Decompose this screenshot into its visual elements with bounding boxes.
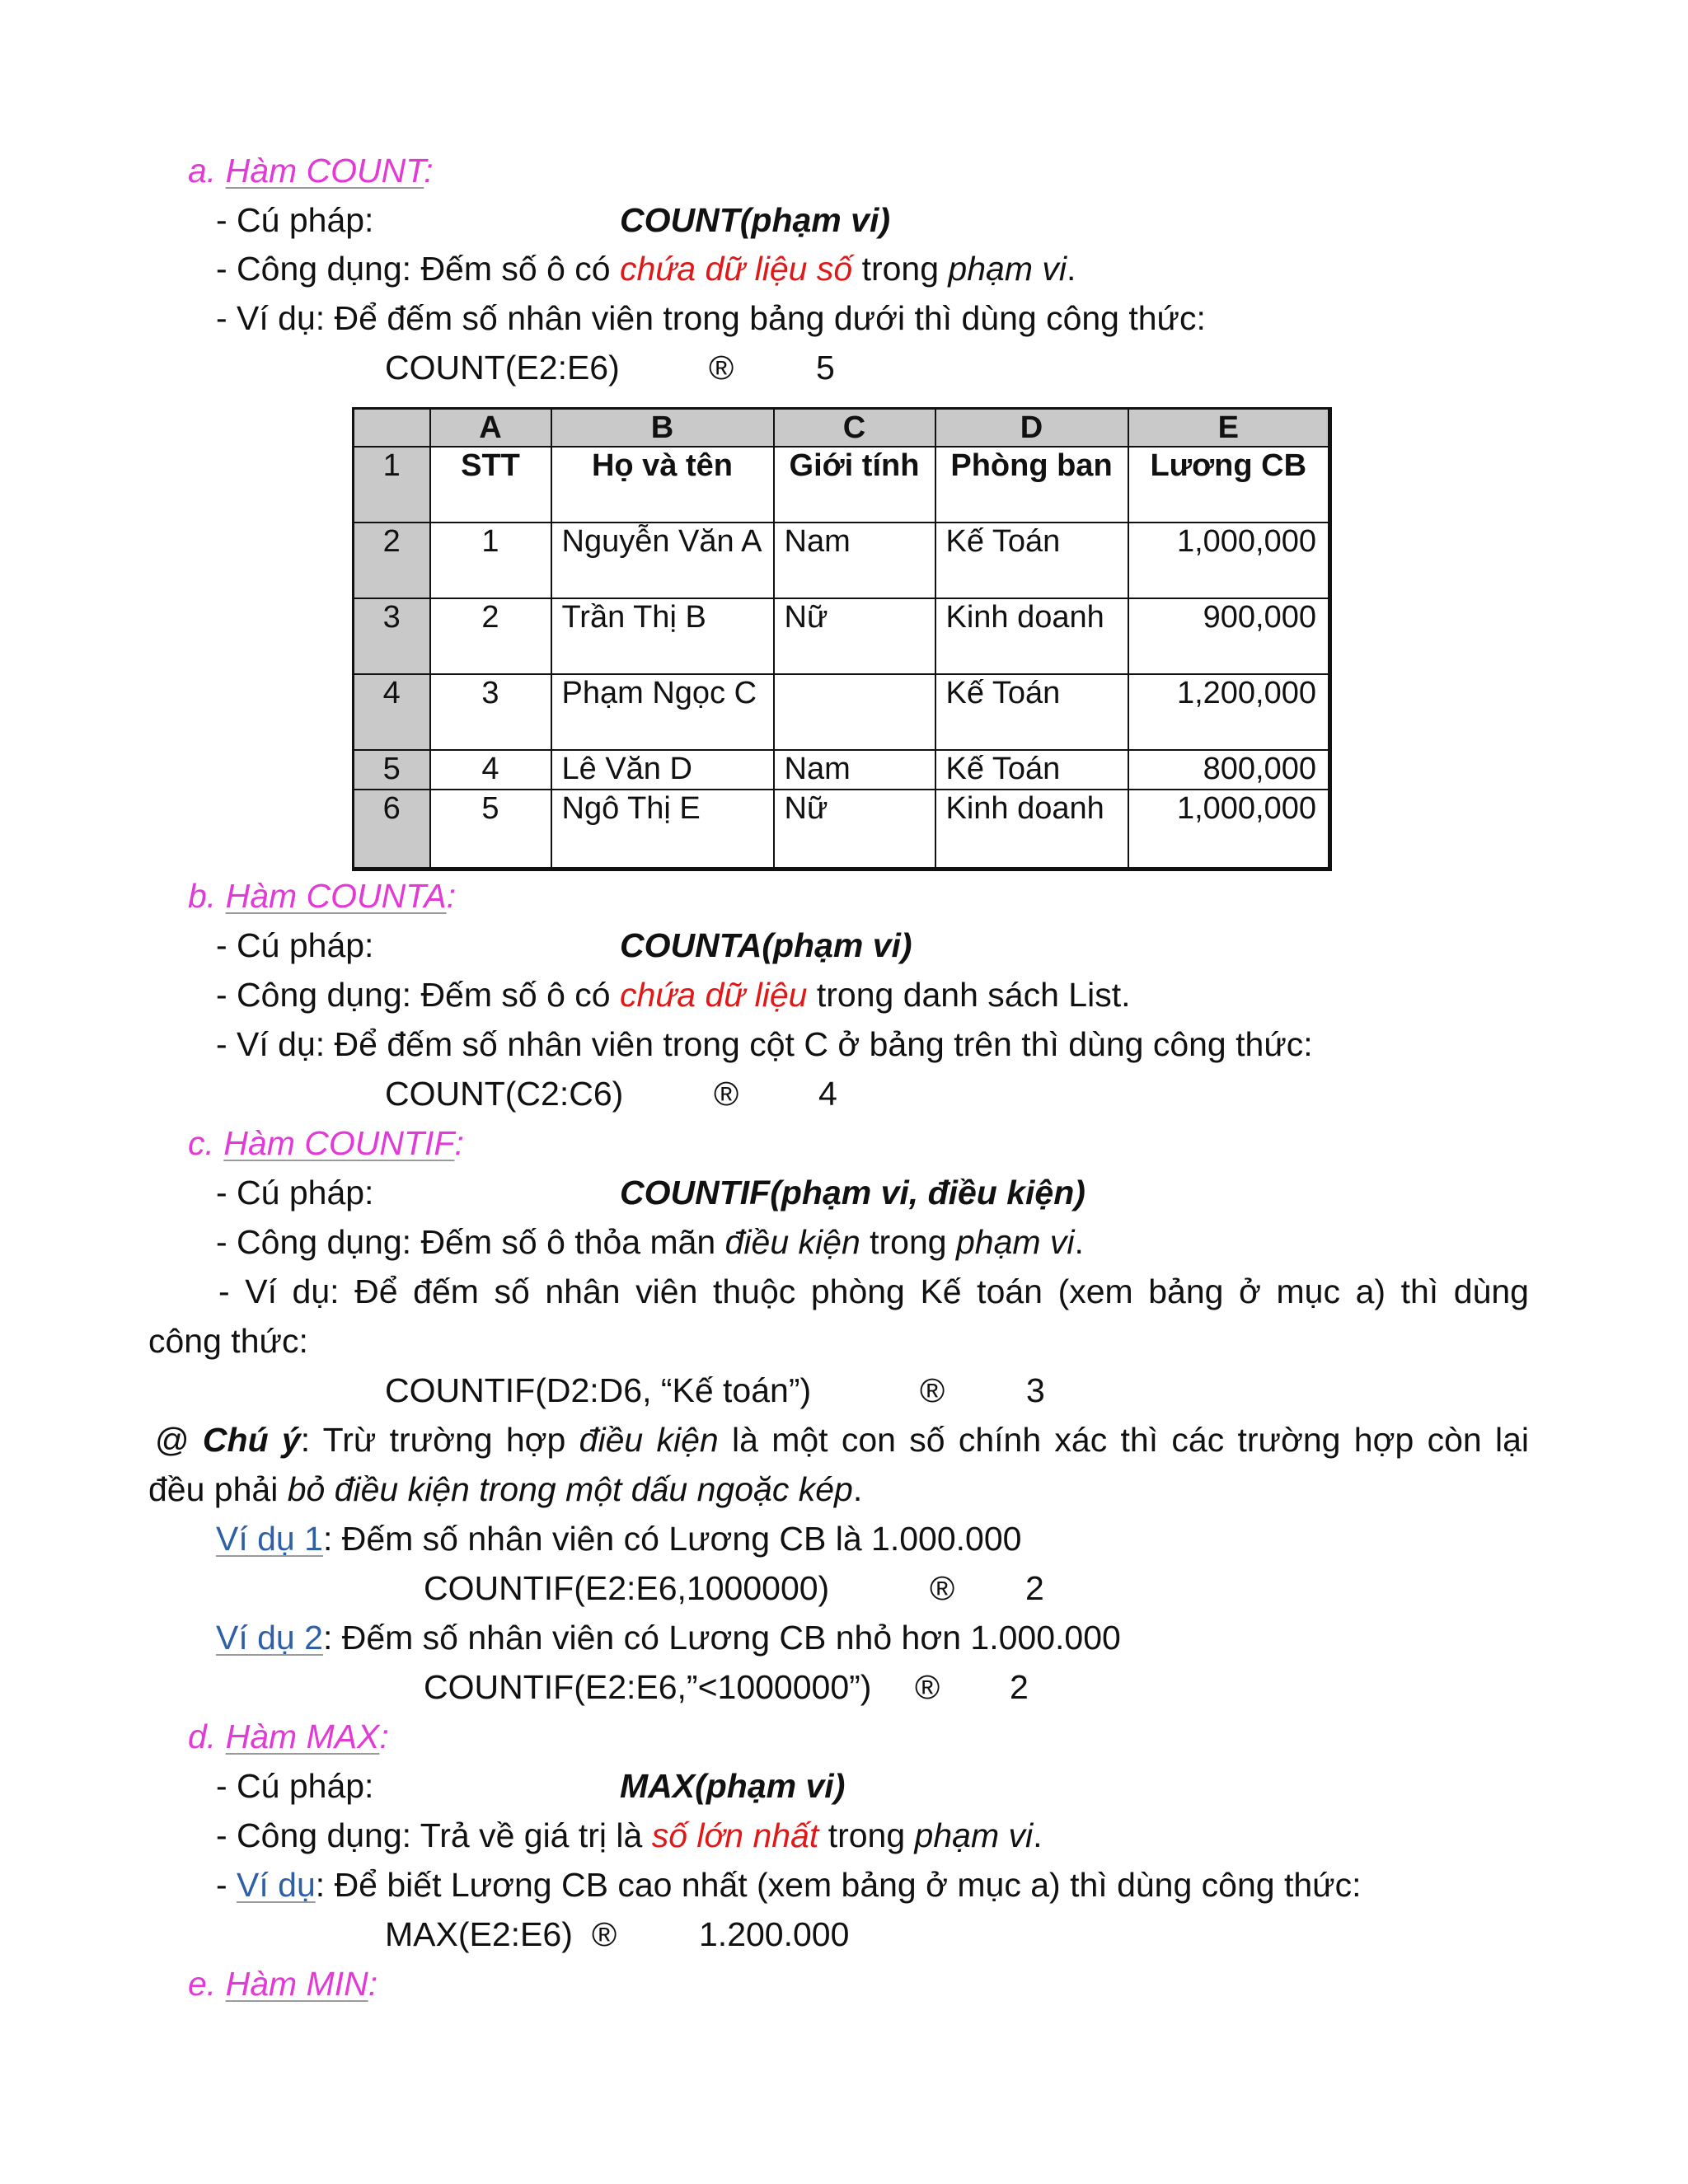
max-usage: - Công dụng: Trả về giá trị là số lớn nhất trong phạm vi.	[216, 1816, 1043, 1854]
table-row	[354, 750, 1330, 790]
table-cell: 1,200,000	[1128, 674, 1330, 750]
table-cell: 1,000,000	[1128, 523, 1330, 598]
table-cell: STT	[430, 447, 551, 523]
table-cell: Ngô Thị E	[551, 790, 774, 869]
countif-usage: - Công dụng: Đếm số ô thỏa mãn điều kiện trong phạm vi.	[216, 1223, 1084, 1261]
table-cell: Nữ	[774, 598, 935, 674]
countif-example-1: Ví dụ 1: Đếm số nhân viên có Lương CB là 1.000.000	[216, 1520, 1022, 1558]
example-1-link[interactable]: Ví dụ 1	[216, 1520, 323, 1558]
column-header: E	[1128, 409, 1330, 448]
employee-table	[352, 407, 1332, 871]
table-cell: 3	[430, 674, 551, 750]
table-cell: Nguyễn Văn A	[551, 523, 774, 598]
row-header: 6	[354, 790, 430, 869]
counta-formula: COUNT(C2:C6)	[385, 1075, 624, 1113]
countif-example-1-result: 2	[1025, 1569, 1044, 1607]
row-header: 1	[354, 447, 430, 523]
table-cell: Kinh doanh	[935, 790, 1128, 869]
countif-example-2: Ví dụ 2: Đếm số nhân viên có Lương CB nhỏ hơn 1.000.000	[216, 1619, 1121, 1657]
count-syntax-label: - Cú pháp:	[216, 201, 374, 239]
max-example-link[interactable]: Ví dụ	[237, 1866, 316, 1904]
table-cell	[774, 674, 935, 750]
column-header: B	[551, 409, 774, 448]
table-cell: Lê Văn D	[551, 750, 774, 790]
counta-syntax: COUNTA(phạm vi)	[620, 926, 912, 964]
table-row	[354, 447, 1330, 523]
counta-syntax-label: - Cú pháp:	[216, 926, 374, 964]
countif-example-intro-2: công thức:	[148, 1322, 308, 1360]
table-cell: 4	[430, 750, 551, 790]
count-result: 5	[816, 349, 835, 387]
countif-arrow: ®	[920, 1371, 945, 1409]
max-example: - Ví dụ: Để biết Lương CB cao nhất (xem bảng ở mục a) thì dùng công thức:	[216, 1866, 1362, 1904]
countif-example-intro-1: - Ví dụ: Để đếm số nhân viên thuộc phòng Kế toán (xem bảng ở mục a) thì dùng	[218, 1272, 1529, 1310]
heading-counta: b. Hàm COUNTA:	[188, 877, 457, 915]
table-cell: Kế Toán	[935, 750, 1128, 790]
counta-arrow: ®	[714, 1075, 739, 1113]
table-row	[354, 598, 1330, 674]
countif-result: 3	[1026, 1371, 1045, 1409]
countif-example-1-formula: COUNTIF(E2:E6,1000000)	[424, 1569, 830, 1607]
count-usage: - Công dụng: Đếm số ô có chứa dữ liệu số trong phạm vi.	[216, 250, 1076, 288]
countif-formula: COUNTIF(D2:D6, “Kế toán”)	[385, 1371, 812, 1409]
table-cell: Kế Toán	[935, 523, 1128, 598]
row-header: 4	[354, 674, 430, 750]
count-formula: COUNT(E2:E6)	[385, 349, 620, 387]
heading-max: d. Hàm MAX:	[188, 1718, 389, 1755]
table-row	[354, 790, 1330, 869]
table-cell: 2	[430, 598, 551, 674]
max-formula: MAX(E2:E6)	[385, 1915, 573, 1953]
table-cell: Phòng ban	[935, 447, 1128, 523]
max-result: 1.200.000	[699, 1915, 850, 1953]
count-syntax: COUNT(phạm vi)	[620, 201, 890, 239]
table-cell: Nam	[774, 523, 935, 598]
table-cell: 800,000	[1128, 750, 1330, 790]
countif-syntax-label: - Cú pháp:	[216, 1174, 374, 1212]
table-cell: Phạm Ngọc C	[551, 674, 774, 750]
example-2-link[interactable]: Ví dụ 2	[216, 1619, 323, 1657]
row-header: 2	[354, 523, 430, 598]
countif-example-2-result: 2	[1010, 1668, 1029, 1706]
table-cell: Họ và tên	[551, 447, 774, 523]
table-cell: 5	[430, 790, 551, 869]
countif-note-1: @ Chú ý: Trừ trường hợp điều kiện là một con số chính xác thì các trường hợp còn lại	[155, 1421, 1529, 1459]
table-cell: Kế Toán	[935, 674, 1128, 750]
heading-min: e. Hàm MIN:	[188, 1965, 378, 2003]
max-syntax: MAX(phạm vi)	[620, 1767, 846, 1805]
heading-countif: c. Hàm COUNTIF:	[188, 1124, 464, 1162]
max-syntax-label: - Cú pháp:	[216, 1767, 374, 1805]
column-header: C	[774, 409, 935, 448]
table-cell: Nam	[774, 750, 935, 790]
row-header: 3	[354, 598, 430, 674]
count-arrow: ®	[709, 349, 734, 387]
counta-example-intro: - Ví dụ: Để đếm số nhân viên trong cột C ở bảng trên thì dùng công thức:	[216, 1025, 1313, 1063]
table-cell: Trần Thị B	[551, 598, 774, 674]
table-cell: Lương CB	[1128, 447, 1330, 523]
column-header: D	[935, 409, 1128, 448]
count-example-intro: - Ví dụ: Để đếm số nhân viên trong bảng dưới thì dùng công thức:	[216, 299, 1206, 337]
table-cell: 1,000,000	[1128, 790, 1330, 869]
table-cell: Kinh doanh	[935, 598, 1128, 674]
table-cell: Giới tính	[774, 447, 935, 523]
table-row	[354, 523, 1330, 598]
counta-usage: - Công dụng: Đếm số ô có chứa dữ liệu trong danh sách List.	[216, 976, 1131, 1014]
table-row	[354, 674, 1330, 750]
countif-example-2-formula: COUNTIF(E2:E6,”<1000000”)	[424, 1668, 872, 1706]
column-header: A	[430, 409, 551, 448]
heading-count: a. Hàm COUNT:	[188, 152, 434, 190]
column-header-row	[354, 409, 1330, 448]
countif-example-2-arrow: ®	[915, 1668, 940, 1706]
countif-example-1-arrow: ®	[930, 1569, 955, 1607]
corner-cell	[354, 409, 430, 448]
table-cell: Nữ	[774, 790, 935, 869]
countif-note-2: đều phải bỏ điều kiện trong một dấu ngoặc kép.	[148, 1470, 863, 1508]
counta-result: 4	[818, 1075, 837, 1113]
table-cell: 1	[430, 523, 551, 598]
table-cell: 900,000	[1128, 598, 1330, 674]
row-header: 5	[354, 750, 430, 790]
max-arrow: ®	[592, 1915, 617, 1953]
countif-syntax: COUNTIF(phạm vi, điều kiện)	[620, 1174, 1085, 1212]
